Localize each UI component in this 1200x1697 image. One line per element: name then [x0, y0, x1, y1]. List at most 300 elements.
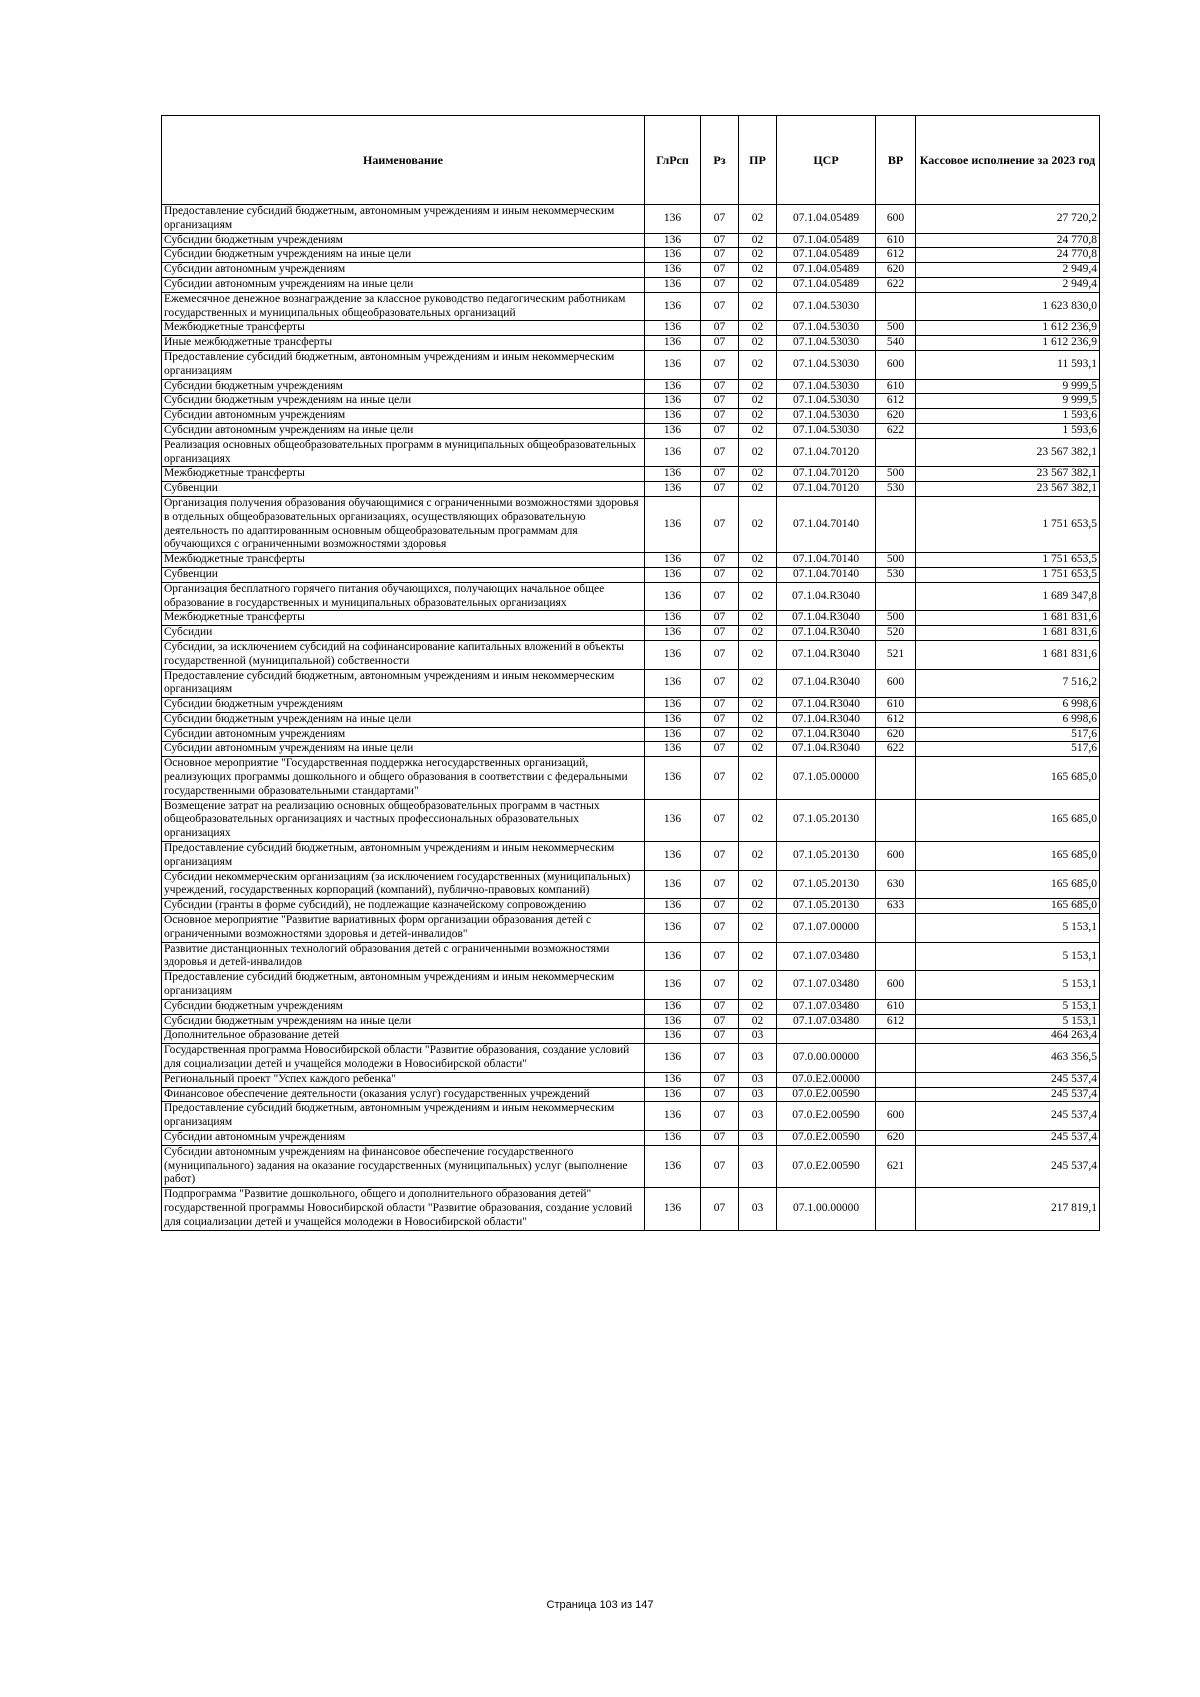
- cell-vr: 600: [876, 842, 916, 871]
- cell-rz: 07: [701, 292, 739, 321]
- cell-rz: 07: [701, 423, 739, 438]
- table-row: [162, 712, 1100, 727]
- cell-csr: 07.1.05.20130: [777, 842, 876, 871]
- cell-rz: 07: [701, 263, 739, 278]
- cell-csr: 07.1.04.05489: [777, 263, 876, 278]
- cell-rz: 07: [701, 626, 739, 641]
- cell-amount: 463 356,5: [916, 1044, 1100, 1073]
- cell-amount: 1 751 653,5: [916, 553, 1100, 568]
- table-row: [162, 205, 1100, 234]
- cell-vr: [876, 914, 916, 943]
- cell-name: Предоставление субсидий бюджетным, автономным учреждениям и иным некоммерческим организациям: [162, 1102, 645, 1131]
- cell-amount: 7 516,2: [916, 669, 1100, 698]
- cell-rz: 07: [701, 321, 739, 336]
- cell-csr: 07.1.05.20130: [777, 799, 876, 841]
- cell-amount: 1 681 831,6: [916, 611, 1100, 626]
- cell-rz: 07: [701, 611, 739, 626]
- cell-csr: 07.1.04.70140: [777, 567, 876, 582]
- cell-grp: 136: [645, 394, 701, 409]
- table-row: [162, 842, 1100, 871]
- cell-name: Субсидии автономным учреждениям: [162, 263, 645, 278]
- cell-vr: 610: [876, 999, 916, 1014]
- cell-csr: 07.1.04.53030: [777, 379, 876, 394]
- cell-amount: 6 998,6: [916, 712, 1100, 727]
- table-row: [162, 248, 1100, 263]
- cell-pr: 02: [739, 233, 777, 248]
- cell-pr: 03: [739, 1188, 777, 1230]
- cell-csr: 07.1.07.03480: [777, 942, 876, 971]
- cell-amount: 5 153,1: [916, 942, 1100, 971]
- table-row: [162, 727, 1100, 742]
- cell-vr: 540: [876, 336, 916, 351]
- cell-csr: 07.1.04.53030: [777, 409, 876, 424]
- cell-name: Основное мероприятие "Развитие вариативных форм организации образования детей с ограниченными возможностями здоровья и детей-инвалидов": [162, 914, 645, 943]
- cell-amount: 23 567 382,1: [916, 482, 1100, 497]
- cell-amount: 11 593,1: [916, 350, 1100, 379]
- cell-amount: 165 685,0: [916, 870, 1100, 899]
- cell-csr: 07.1.05.20130: [777, 899, 876, 914]
- cell-grp: 136: [645, 1072, 701, 1087]
- cell-rz: 07: [701, 409, 739, 424]
- cell-name: Субвенции: [162, 567, 645, 582]
- header-csr: ЦСР: [777, 116, 876, 205]
- cell-pr: 02: [739, 553, 777, 568]
- cell-pr: 03: [739, 1131, 777, 1146]
- page-number: Страница 103 из 147: [546, 1599, 654, 1611]
- table-row: [162, 277, 1100, 292]
- cell-name: Субсидии бюджетным учреждениям на иные цели: [162, 248, 645, 263]
- cell-name: Межбюджетные трансферты: [162, 467, 645, 482]
- cell-name: Реализация основных общеобразовательных программ в муниципальных общеобразовательных организациях: [162, 438, 645, 467]
- cell-pr: 02: [739, 277, 777, 292]
- cell-pr: 03: [739, 1102, 777, 1131]
- cell-amount: 1 751 653,5: [916, 496, 1100, 552]
- table-row: [162, 899, 1100, 914]
- table-row: [162, 1188, 1100, 1230]
- cell-csr: 07.0.E2.00590: [777, 1102, 876, 1131]
- cell-pr: 02: [739, 669, 777, 698]
- cell-grp: 136: [645, 971, 701, 1000]
- cell-pr: 03: [739, 1029, 777, 1044]
- cell-vr: [876, 438, 916, 467]
- table-row: [162, 350, 1100, 379]
- cell-rz: 07: [701, 350, 739, 379]
- cell-csr: 07.1.07.03480: [777, 999, 876, 1014]
- cell-name: Субсидии автономным учреждениям: [162, 727, 645, 742]
- cell-vr: 500: [876, 553, 916, 568]
- cell-csr: 07.1.04.R3040: [777, 669, 876, 698]
- cell-csr: 07.0.E2.00590: [777, 1087, 876, 1102]
- cell-pr: 02: [739, 292, 777, 321]
- cell-amount: 27 720,2: [916, 205, 1100, 234]
- cell-pr: 02: [739, 263, 777, 278]
- table-row: [162, 582, 1100, 611]
- cell-name: Финансовое обеспечение деятельности (оказания услуг) государственных учреждений: [162, 1087, 645, 1102]
- cell-vr: [876, 582, 916, 611]
- cell-amount: 5 153,1: [916, 1014, 1100, 1029]
- cell-pr: 02: [739, 567, 777, 582]
- table-row: [162, 336, 1100, 351]
- cell-rz: 07: [701, 1044, 739, 1073]
- table-row: [162, 914, 1100, 943]
- cell-pr: 02: [739, 467, 777, 482]
- cell-name: Межбюджетные трансферты: [162, 553, 645, 568]
- table-row: [162, 409, 1100, 424]
- cell-grp: 136: [645, 292, 701, 321]
- cell-rz: 07: [701, 1188, 739, 1230]
- cell-rz: 07: [701, 899, 739, 914]
- cell-vr: 620: [876, 263, 916, 278]
- cell-rz: 07: [701, 870, 739, 899]
- cell-csr: 07.1.07.03480: [777, 1014, 876, 1029]
- cell-name: Ежемесячное денежное вознаграждение за классное руководство педагогическим работникам государственных и муниципальных общеобразовательных организаций: [162, 292, 645, 321]
- cell-amount: 5 153,1: [916, 999, 1100, 1014]
- table-row: [162, 669, 1100, 698]
- cell-grp: 136: [645, 842, 701, 871]
- cell-amount: 1 689 347,8: [916, 582, 1100, 611]
- cell-grp: 136: [645, 321, 701, 336]
- cell-grp: 136: [645, 1102, 701, 1131]
- cell-rz: 07: [701, 799, 739, 841]
- cell-csr: 07.0.E2.00590: [777, 1131, 876, 1146]
- table-row: [162, 742, 1100, 757]
- cell-csr: 07.1.04.53030: [777, 394, 876, 409]
- cell-vr: [876, 942, 916, 971]
- cell-amount: 165 685,0: [916, 799, 1100, 841]
- cell-grp: 136: [645, 277, 701, 292]
- table-row: [162, 1029, 1100, 1044]
- cell-amount: 9 999,5: [916, 394, 1100, 409]
- cell-name: Предоставление субсидий бюджетным, автономным учреждениям и иным некоммерческим организациям: [162, 971, 645, 1000]
- table-body: [162, 205, 1100, 1231]
- cell-rz: 07: [701, 205, 739, 234]
- cell-amount: 1 612 236,9: [916, 321, 1100, 336]
- cell-vr: [876, 1072, 916, 1087]
- cell-vr: 612: [876, 712, 916, 727]
- cell-name: Предоставление субсидий бюджетным, автономным учреждениям и иным некоммерческим организациям: [162, 842, 645, 871]
- table-row: [162, 423, 1100, 438]
- cell-rz: 07: [701, 914, 739, 943]
- cell-rz: 07: [701, 467, 739, 482]
- cell-grp: 136: [645, 1044, 701, 1073]
- cell-csr: 07.1.04.05489: [777, 233, 876, 248]
- table-row: [162, 971, 1100, 1000]
- cell-vr: [876, 1188, 916, 1230]
- cell-grp: 136: [645, 640, 701, 669]
- cell-grp: 136: [645, 799, 701, 841]
- cell-vr: 621: [876, 1145, 916, 1187]
- cell-name: Субсидии: [162, 626, 645, 641]
- table-row: [162, 233, 1100, 248]
- cell-grp: 136: [645, 567, 701, 582]
- table-row: [162, 999, 1100, 1014]
- cell-vr: 620: [876, 409, 916, 424]
- cell-grp: 136: [645, 248, 701, 263]
- cell-vr: 612: [876, 394, 916, 409]
- cell-pr: 02: [739, 394, 777, 409]
- cell-csr: 07.1.04.R3040: [777, 712, 876, 727]
- cell-rz: 07: [701, 727, 739, 742]
- header-vr: ВР: [876, 116, 916, 205]
- cell-csr: [777, 1029, 876, 1044]
- cell-rz: 07: [701, 233, 739, 248]
- cell-grp: 136: [645, 712, 701, 727]
- cell-grp: 136: [645, 757, 701, 799]
- cell-vr: 612: [876, 248, 916, 263]
- cell-vr: 620: [876, 1131, 916, 1146]
- cell-csr: 07.1.04.R3040: [777, 742, 876, 757]
- table-row: [162, 611, 1100, 626]
- header-amount: Кассовое исполнение за 2023 год: [916, 116, 1100, 205]
- table-row: [162, 799, 1100, 841]
- cell-rz: 07: [701, 1072, 739, 1087]
- cell-vr: 600: [876, 1102, 916, 1131]
- cell-csr: 07.0.E2.00590: [777, 1145, 876, 1187]
- table-row: [162, 640, 1100, 669]
- cell-name: Субсидии бюджетным учреждениям: [162, 379, 645, 394]
- cell-pr: 02: [739, 423, 777, 438]
- cell-csr: 07.1.04.R3040: [777, 582, 876, 611]
- cell-vr: 500: [876, 467, 916, 482]
- cell-pr: 02: [739, 971, 777, 1000]
- cell-amount: 23 567 382,1: [916, 467, 1100, 482]
- cell-pr: 02: [739, 727, 777, 742]
- cell-csr: 07.1.04.R3040: [777, 698, 876, 713]
- cell-rz: 07: [701, 379, 739, 394]
- table-row: [162, 1102, 1100, 1131]
- cell-vr: 610: [876, 379, 916, 394]
- cell-name: Подпрограмма "Развитие дошкольного, общего и дополнительного образования детей" государственной программы Новосибирской области "Развитие образования, создание условий для социализации детей и учащейся молодежи в Новосибирской области": [162, 1188, 645, 1230]
- cell-pr: 03: [739, 1044, 777, 1073]
- cell-grp: 136: [645, 553, 701, 568]
- cell-csr: 07.1.04.R3040: [777, 626, 876, 641]
- cell-pr: 02: [739, 914, 777, 943]
- header-grp: ГлРсп: [645, 116, 701, 205]
- cell-name: Предоставление субсидий бюджетным, автономным учреждениям и иным некоммерческим организациям: [162, 669, 645, 698]
- cell-name: Организация бесплатного горячего питания обучающихся, получающих начальное общее образование в государственных и муниципальных образовательных организациях: [162, 582, 645, 611]
- cell-amount: 1 612 236,9: [916, 336, 1100, 351]
- table-row: [162, 496, 1100, 552]
- cell-grp: 136: [645, 205, 701, 234]
- cell-grp: 136: [645, 669, 701, 698]
- cell-vr: 633: [876, 899, 916, 914]
- cell-amount: 245 537,4: [916, 1087, 1100, 1102]
- cell-grp: 136: [645, 899, 701, 914]
- cell-pr: 03: [739, 1072, 777, 1087]
- cell-csr: 07.1.07.00000: [777, 914, 876, 943]
- cell-csr: 07.1.05.00000: [777, 757, 876, 799]
- cell-pr: 02: [739, 496, 777, 552]
- cell-grp: 136: [645, 611, 701, 626]
- cell-rz: 07: [701, 482, 739, 497]
- table-row: [162, 292, 1100, 321]
- cell-rz: 07: [701, 336, 739, 351]
- cell-rz: 07: [701, 1145, 739, 1187]
- cell-rz: 07: [701, 698, 739, 713]
- cell-name: Субсидии бюджетным учреждениям: [162, 999, 645, 1014]
- cell-amount: 165 685,0: [916, 842, 1100, 871]
- table-row: [162, 567, 1100, 582]
- cell-csr: 07.1.07.03480: [777, 971, 876, 1000]
- cell-name: Субсидии бюджетным учреждениям: [162, 233, 645, 248]
- cell-pr: 02: [739, 899, 777, 914]
- cell-name: Иные межбюджетные трансферты: [162, 336, 645, 351]
- cell-vr: 622: [876, 423, 916, 438]
- cell-name: Межбюджетные трансферты: [162, 321, 645, 336]
- table-row: [162, 698, 1100, 713]
- cell-pr: 02: [739, 842, 777, 871]
- cell-rz: 07: [701, 1029, 739, 1044]
- header-pr: ПР: [739, 116, 777, 205]
- cell-amount: 23 567 382,1: [916, 438, 1100, 467]
- cell-name: Субвенции: [162, 482, 645, 497]
- cell-name: Субсидии бюджетным учреждениям на иные цели: [162, 394, 645, 409]
- cell-name: Субсидии бюджетным учреждениям на иные цели: [162, 1014, 645, 1029]
- cell-amount: 2 949,4: [916, 277, 1100, 292]
- cell-rz: 07: [701, 999, 739, 1014]
- cell-vr: [876, 1029, 916, 1044]
- cell-vr: 610: [876, 698, 916, 713]
- cell-vr: 630: [876, 870, 916, 899]
- cell-grp: 136: [645, 942, 701, 971]
- cell-amount: 9 999,5: [916, 379, 1100, 394]
- cell-rz: 07: [701, 438, 739, 467]
- cell-vr: 600: [876, 350, 916, 379]
- header-name: Наименование: [162, 116, 645, 205]
- cell-amount: 1 681 831,6: [916, 640, 1100, 669]
- table-row: [162, 467, 1100, 482]
- cell-vr: [876, 496, 916, 552]
- cell-name: Региональный проект "Успех каждого ребенка": [162, 1072, 645, 1087]
- cell-csr: 07.1.04.05489: [777, 248, 876, 263]
- cell-name: Государственная программа Новосибирской области "Развитие образования, создание условий для социализации детей и учащейся молодежи в Новосибирской области": [162, 1044, 645, 1073]
- cell-rz: 07: [701, 277, 739, 292]
- cell-amount: 1 623 830,0: [916, 292, 1100, 321]
- cell-pr: 02: [739, 698, 777, 713]
- cell-rz: 07: [701, 971, 739, 1000]
- cell-pr: 02: [739, 248, 777, 263]
- cell-amount: 245 537,4: [916, 1145, 1100, 1187]
- cell-pr: 02: [739, 1014, 777, 1029]
- cell-csr: 07.1.04.R3040: [777, 611, 876, 626]
- cell-grp: 136: [645, 626, 701, 641]
- cell-amount: 464 263,4: [916, 1029, 1100, 1044]
- cell-vr: [876, 799, 916, 841]
- cell-grp: 136: [645, 742, 701, 757]
- table-row: [162, 1014, 1100, 1029]
- cell-grp: 136: [645, 1145, 701, 1187]
- cell-name: Межбюджетные трансферты: [162, 611, 645, 626]
- table-row: [162, 321, 1100, 336]
- table-header-row: [162, 116, 1100, 205]
- cell-vr: 622: [876, 742, 916, 757]
- cell-pr: 02: [739, 409, 777, 424]
- cell-pr: 02: [739, 482, 777, 497]
- cell-amount: 245 537,4: [916, 1072, 1100, 1087]
- cell-amount: 1 593,6: [916, 409, 1100, 424]
- cell-grp: 136: [645, 698, 701, 713]
- cell-grp: 136: [645, 263, 701, 278]
- cell-amount: 1 681 831,6: [916, 626, 1100, 641]
- cell-rz: 07: [701, 567, 739, 582]
- cell-csr: 07.1.04.05489: [777, 277, 876, 292]
- cell-csr: 07.1.04.R3040: [777, 640, 876, 669]
- cell-csr: 07.1.04.R3040: [777, 727, 876, 742]
- cell-name: Субсидии автономным учреждениям на иные цели: [162, 742, 645, 757]
- cell-rz: 07: [701, 1131, 739, 1146]
- cell-name: Субсидии некоммерческим организациям (за исключением государственных (муниципальных) учреждений, государственных корпораций (компаний), публично-правовых компаний): [162, 870, 645, 899]
- table-row: [162, 870, 1100, 899]
- cell-amount: 245 537,4: [916, 1131, 1100, 1146]
- cell-grp: 136: [645, 423, 701, 438]
- cell-name: Возмещение затрат на реализацию основных общеобразовательных программ в частных общеобразовательных организациях и частных профессиональных образовательных организациях: [162, 799, 645, 841]
- cell-rz: 07: [701, 757, 739, 799]
- cell-csr: 07.1.04.70120: [777, 467, 876, 482]
- cell-name: Субсидии, за исключением субсидий на софинансирование капитальных вложений в объекты государственной (муниципальной) собственности: [162, 640, 645, 669]
- cell-vr: 520: [876, 626, 916, 641]
- cell-csr: 07.1.04.70140: [777, 496, 876, 552]
- cell-name: Субсидии автономным учреждениям: [162, 1131, 645, 1146]
- cell-pr: 03: [739, 1145, 777, 1187]
- cell-rz: 07: [701, 496, 739, 552]
- cell-rz: 07: [701, 712, 739, 727]
- cell-grp: 136: [645, 914, 701, 943]
- budget-execution-table: [161, 115, 1100, 1231]
- cell-pr: 02: [739, 205, 777, 234]
- header-rz: Рз: [701, 116, 739, 205]
- table-row: [162, 1044, 1100, 1073]
- cell-name: Основное мероприятие "Государственная поддержка негосударственных организаций, реализующих программы дошкольного и общего образования в соответствии с федеральными государственными образовательными стандартами": [162, 757, 645, 799]
- cell-grp: 136: [645, 379, 701, 394]
- cell-vr: 620: [876, 727, 916, 742]
- cell-name: Предоставление субсидий бюджетным, автономным учреждениям и иным некоммерческим организациям: [162, 205, 645, 234]
- cell-grp: 136: [645, 409, 701, 424]
- cell-grp: 136: [645, 1131, 701, 1146]
- cell-rz: 07: [701, 248, 739, 263]
- cell-rz: 07: [701, 742, 739, 757]
- cell-amount: 5 153,1: [916, 914, 1100, 943]
- cell-grp: 136: [645, 1029, 701, 1044]
- cell-name: Развитие дистанционных технологий образования детей с ограниченными возможностями здоровья и детей-инвалидов: [162, 942, 645, 971]
- cell-amount: 1 751 653,5: [916, 567, 1100, 582]
- cell-pr: 02: [739, 438, 777, 467]
- cell-csr: 07.1.04.53030: [777, 292, 876, 321]
- table-row: [162, 626, 1100, 641]
- cell-amount: 517,6: [916, 727, 1100, 742]
- cell-rz: 07: [701, 394, 739, 409]
- cell-vr: 622: [876, 277, 916, 292]
- cell-amount: 165 685,0: [916, 757, 1100, 799]
- cell-vr: 521: [876, 640, 916, 669]
- cell-csr: 07.1.04.53030: [777, 321, 876, 336]
- cell-vr: 500: [876, 611, 916, 626]
- cell-vr: 600: [876, 205, 916, 234]
- table-row: [162, 1087, 1100, 1102]
- cell-csr: 07.1.00.00000: [777, 1188, 876, 1230]
- cell-rz: 07: [701, 1087, 739, 1102]
- cell-pr: 02: [739, 942, 777, 971]
- cell-vr: 610: [876, 233, 916, 248]
- table-row: [162, 1072, 1100, 1087]
- cell-grp: 136: [645, 1087, 701, 1102]
- table-row: [162, 1145, 1100, 1187]
- cell-csr: 07.1.04.53030: [777, 423, 876, 438]
- cell-pr: 03: [739, 1087, 777, 1102]
- cell-rz: 07: [701, 640, 739, 669]
- cell-pr: 02: [739, 321, 777, 336]
- cell-name: Субсидии бюджетным учреждениям на иные цели: [162, 712, 645, 727]
- cell-name: Субсидии автономным учреждениям на иные цели: [162, 277, 645, 292]
